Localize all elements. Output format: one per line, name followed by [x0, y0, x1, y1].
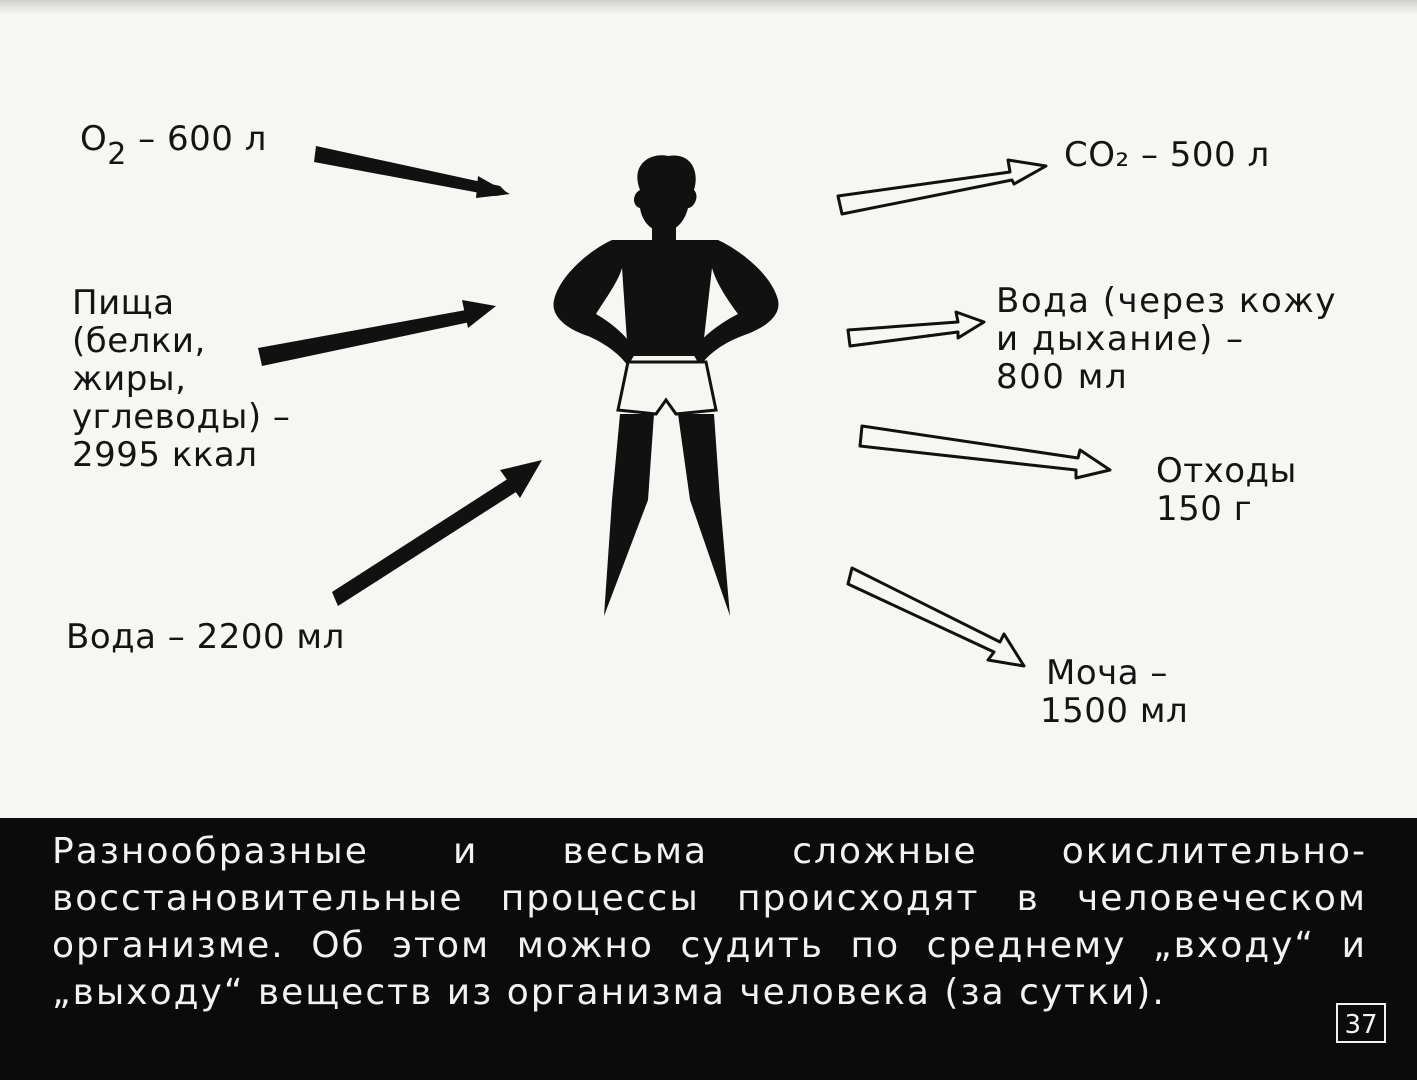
food-line: 2995 ккал: [72, 435, 258, 475]
output-arrow-urine: [848, 568, 1024, 666]
label-waste: [1156, 452, 1297, 528]
label-water-skin: [996, 282, 1337, 396]
food-line: (белки,: [72, 321, 206, 361]
oxygen-amount: – 600 л: [126, 119, 267, 159]
oxygen-symbol: O: [80, 119, 108, 159]
input-arrow-food: [258, 300, 496, 366]
input-arrow-water: [332, 460, 542, 606]
output-arrow-waste: [860, 426, 1110, 478]
output-arrow-co2: [838, 160, 1046, 214]
food-line: углеводы) –: [72, 397, 291, 437]
label-food: [72, 284, 290, 474]
food-line: жиры,: [72, 359, 187, 399]
urine-line: 1500 мл: [1040, 691, 1189, 731]
food-line: Пища: [72, 283, 175, 323]
label-urine: [1040, 654, 1188, 730]
caption-text: Разнообразные и весьма сложные окислительно-восстановительные процессы происходят в человеческом организме. Об этом можно судить по среднему „входу“ и „выходу“ веществ из организма человека (за сутки).: [52, 831, 1367, 1013]
waste-line: Отходы: [1156, 451, 1297, 491]
water-skin-line: и дыхание) –: [996, 319, 1245, 359]
human-silhouette: [553, 155, 778, 616]
oxygen-subscript: 2: [107, 137, 127, 172]
label-co2: CO₂ – 500 л: [1064, 135, 1270, 175]
waste-line: 150 г: [1156, 489, 1253, 529]
label-oxygen: [80, 119, 267, 172]
label-water-input: Вода – 2200 мл: [66, 617, 345, 657]
water-skin-line: 800 мл: [996, 357, 1129, 397]
output-arrow-water-skin: [848, 312, 984, 346]
urine-line: Моча –: [1046, 653, 1168, 693]
water-skin-line: Вода (через кожу: [996, 281, 1338, 321]
input-arrow-oxygen: [314, 146, 510, 198]
page-number-badge: 37: [1336, 1003, 1386, 1043]
